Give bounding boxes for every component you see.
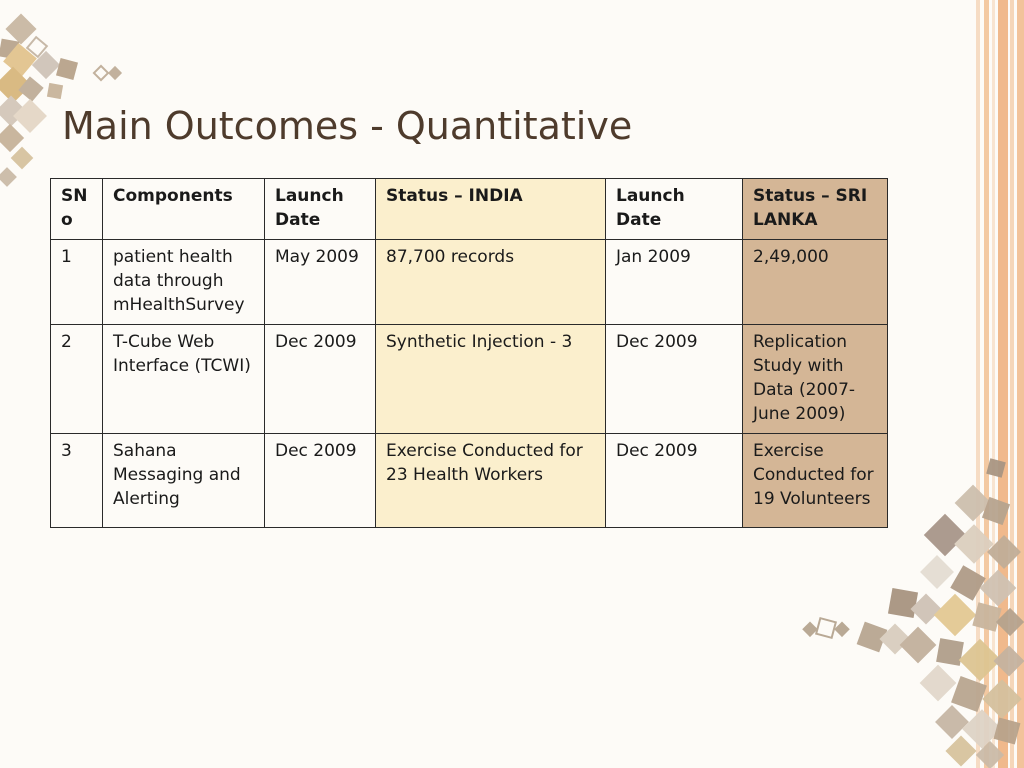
table-row: [51, 240, 888, 325]
cell-status-sri-lanka: Replication Study with Data (2007-June 2009): [743, 325, 888, 434]
cell-sno: 1: [51, 240, 103, 325]
table-row: [51, 325, 888, 434]
cell-launch-sri-lanka: Dec 2009: [606, 325, 743, 434]
outcomes-table: [50, 178, 888, 528]
cell-component: patient health data through mHealthSurvey: [103, 240, 265, 325]
header-status-india: Status – INDIA: [376, 179, 606, 240]
cell-component: T-Cube Web Interface (TCWI): [103, 325, 265, 434]
cell-component: Sahana Messaging and Alerting: [103, 434, 265, 528]
cell-status-india: Synthetic Injection - 3: [376, 325, 606, 434]
header-launch-date-sri-lanka: Launch Date: [606, 179, 743, 240]
header-launch-date-india: Launch Date: [265, 179, 376, 240]
header-status-sri-lanka: Status – SRI LANKA: [743, 179, 888, 240]
table-header-row: [51, 179, 888, 240]
cell-launch-sri-lanka: Dec 2009: [606, 434, 743, 528]
cell-launch-india: Dec 2009: [265, 325, 376, 434]
cell-launch-india: May 2009: [265, 240, 376, 325]
cell-launch-sri-lanka: Jan 2009: [606, 240, 743, 325]
header-sno: SN o: [51, 179, 103, 240]
cell-sno: 3: [51, 434, 103, 528]
header-components: Components: [103, 179, 265, 240]
cell-status-india: 87,700 records: [376, 240, 606, 325]
table-row: [51, 434, 888, 528]
cell-status-india: Exercise Conducted for 23 Health Workers: [376, 434, 606, 528]
cell-status-sri-lanka: Exercise Conducted for 19 Volunteers: [743, 434, 888, 528]
cell-launch-india: Dec 2009: [265, 434, 376, 528]
cell-sno: 2: [51, 325, 103, 434]
slide-title: Main Outcomes - Quantitative: [62, 104, 633, 148]
cell-status-sri-lanka: 2,49,000: [743, 240, 888, 325]
